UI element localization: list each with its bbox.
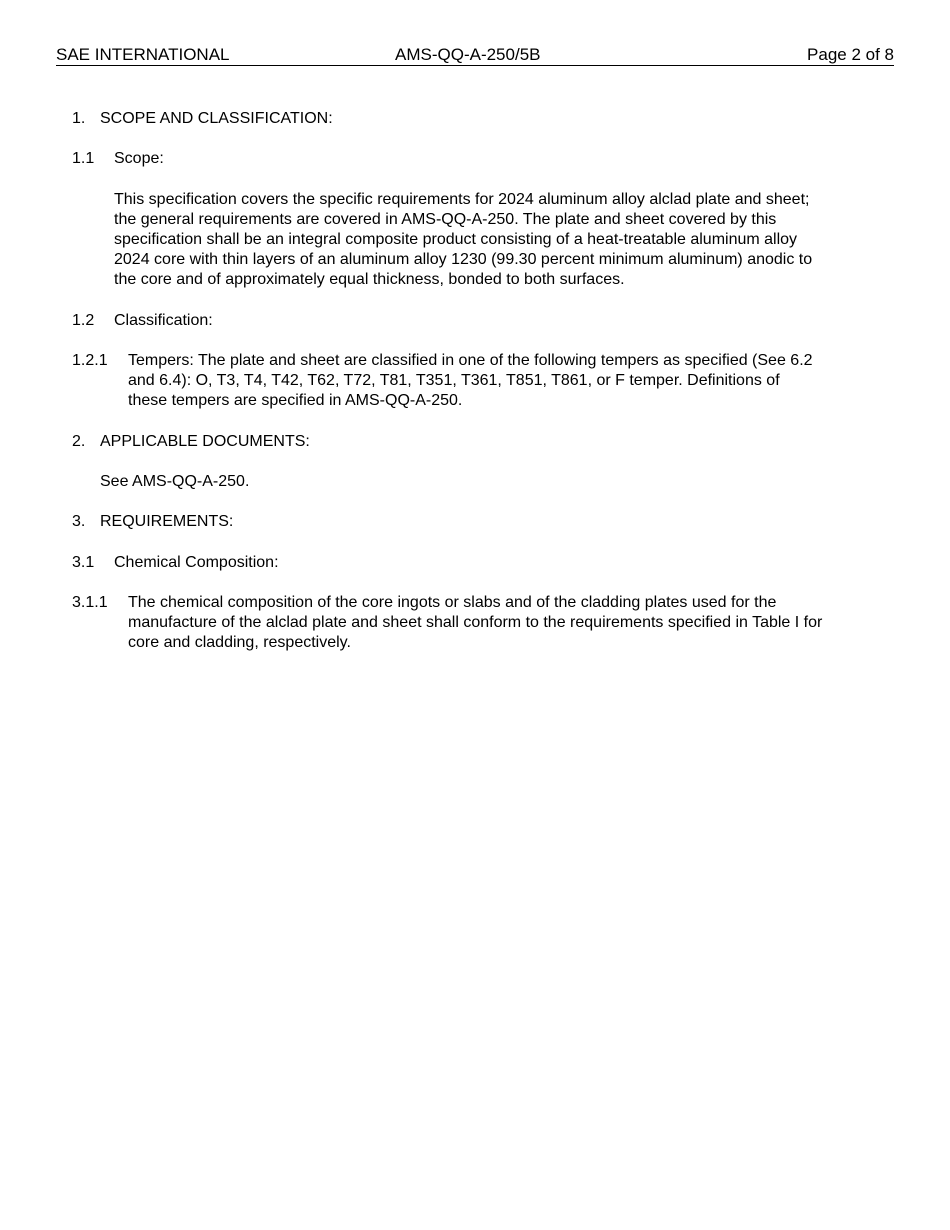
paragraph-line: core and cladding, respectively. — [128, 634, 351, 651]
section-title: Scope: — [114, 150, 164, 167]
header-page-number: Page 2 of 8 — [807, 45, 894, 64]
section-title: APPLICABLE DOCUMENTS: — [100, 433, 310, 450]
paragraph-line: specification shall be an integral composite product consisting of a heat-treatable aluminum alloy — [114, 231, 798, 248]
section-number: 1.2.1 — [72, 352, 108, 369]
section-number: 1.1 — [72, 150, 95, 167]
section-title: SCOPE AND CLASSIFICATION: — [100, 110, 333, 127]
chemical-composition-paragraph — [128, 593, 822, 653]
section-title: REQUIREMENTS: — [100, 513, 234, 530]
tempers-paragraph — [128, 351, 813, 411]
section-number: 3.1.1 — [72, 594, 108, 611]
section-number: 2. — [72, 433, 86, 450]
paragraph-line: Tempers: The plate and sheet are classified in one of the following tempers as specified (See 6.2 — [128, 352, 813, 369]
header-organization: SAE INTERNATIONAL — [56, 45, 230, 64]
paragraph-line: and 6.4): O, T3, T4, T42, T62, T72, T81, T351, T361, T851, T861, or F temper. Definitions of — [128, 372, 780, 389]
section-number: 1. — [72, 110, 86, 127]
header-document-id: AMS-QQ-A-250/5B — [395, 45, 541, 64]
section-number: 3. — [72, 513, 86, 530]
section-title: Classification: — [114, 312, 213, 329]
section-title: Chemical Composition: — [114, 554, 279, 571]
scope-paragraph — [114, 190, 812, 290]
paragraph-line: The chemical composition of the core ingots or slabs and of the cladding plates used for the — [128, 594, 777, 611]
section-number: 1.2 — [72, 312, 95, 329]
paragraph-line: the general requirements are covered in AMS-QQ-A-250. The plate and sheet covered by this — [114, 211, 777, 228]
paragraph-line: 2024 core with thin layers of an aluminum alloy 1230 (99.30 percent minimum aluminum) anodic to — [114, 251, 813, 268]
paragraph-line: the core and of approximately equal thickness, bonded to both surfaces. — [114, 271, 625, 288]
applicable-documents-text: See AMS-QQ-A-250. — [100, 473, 250, 490]
section-number: 3.1 — [72, 554, 95, 571]
paragraph-line: these tempers are specified in AMS-QQ-A-250. — [128, 392, 463, 409]
paragraph-line: manufacture of the alclad plate and sheet shall conform to the requirements specified in Table I for — [128, 614, 823, 631]
paragraph-line: This specification covers the specific requirements for 2024 aluminum alloy alclad plate and sheet; — [114, 191, 810, 208]
page-header — [56, 44, 894, 66]
